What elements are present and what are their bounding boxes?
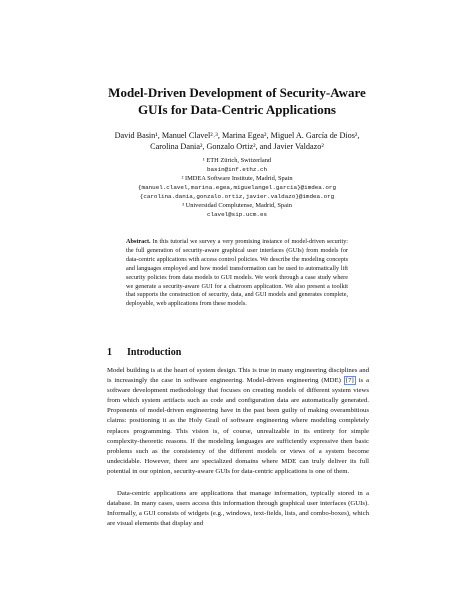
intro-paragraph-1 — [107, 366, 369, 477]
paper-title-line2: GUIs for Data-Centric Applications — [137, 102, 336, 117]
email-clavel: clavel@sip.ucm.es — [206, 211, 268, 218]
email-basin: basin@inf.ethz.ch — [206, 166, 268, 173]
abstract — [126, 238, 348, 309]
section-title: Introduction — [127, 347, 182, 358]
paper-title-line1: Model-Driven Development of Security-Aware — [108, 85, 366, 100]
email-imdea-2: {carolina.dania,gonzalo.ortiz,javier.valdazo}@imdea.org — [139, 193, 335, 200]
email-imdea-1: {manuel.clavel,marina.egea,miguelangel.garcia}@imdea.org — [138, 184, 336, 191]
affiliation-eth: ¹ ETH Zürich, Switzerland — [202, 157, 272, 164]
authors-line1: David Basin¹, Manuel Clavel²˒³, Marina Egea², Miguel A. García de Dios², — [114, 131, 360, 140]
abstract-label: Abstract. — [126, 238, 151, 245]
p1-text-end: is a software development methodology that focuses on creating models of different system views from which system artifacts such as code and configuration data are automatically generated. Proponents of model-driven engineering have in the past been guilty of making overambitious claims: positioning it as the Holy Grail of software engineering where modeling completely replaces programming. This vision is, of course, unrealizable in its entirety for simple complexity-theoretic reasons. If the modeling languages are sufficiently expressive then basic problems such as the consistency of the different models or views of a system become undecidable. However, there are specialized domains where MDE can truly deliver its full potential in our opinion, security-aware GUIs for data-centric applications is one of them. — [107, 377, 369, 475]
abstract-text: In this tutorial we survey a very promising instance of model-driven security: the full generation of security-aware graphical user interfaces (GUIs) from models for data-centric applications with access control policies. We describe the modeling concepts and languages employed and how model transformation can be used to automatically lift security policies from data models to GUI models. We work through a case study where we generate a security-aware GUI for a chatroom application. We also present a toolkit that supports the construction of security, data, and GUI models and generates complete, deployable, web applications from these models. — [126, 238, 349, 308]
citation-link[interactable]: [7] — [345, 377, 354, 385]
authors-line2: Carolina Dania², Gonzalo Ortiz², and Javier Valdazo² — [150, 142, 324, 151]
affiliation-ucm: ³ Universidad Complutense, Madrid, Spain — [182, 202, 292, 209]
p1-text-start: Model building is at the heart of system design. This is true in many engineering disciplines and is increasingly the case in software engineering. Model-driven engineering (MDE) — [107, 367, 369, 385]
section-number: 1 — [107, 347, 112, 358]
intro-paragraph-2: Data-centric applications are applications that manage information, typically stored in a database. In many cases, users access this information through graphical user interfaces (GUIs). Informally, a GUI consists of widgets (e.g., windows, text-fields, lists, and combo-boxes), which are visual elements that display and — [107, 490, 369, 528]
section-heading — [107, 347, 181, 359]
affiliation-imdea: ² IMDEA Software Institute, Madrid, Spain — [181, 175, 293, 182]
